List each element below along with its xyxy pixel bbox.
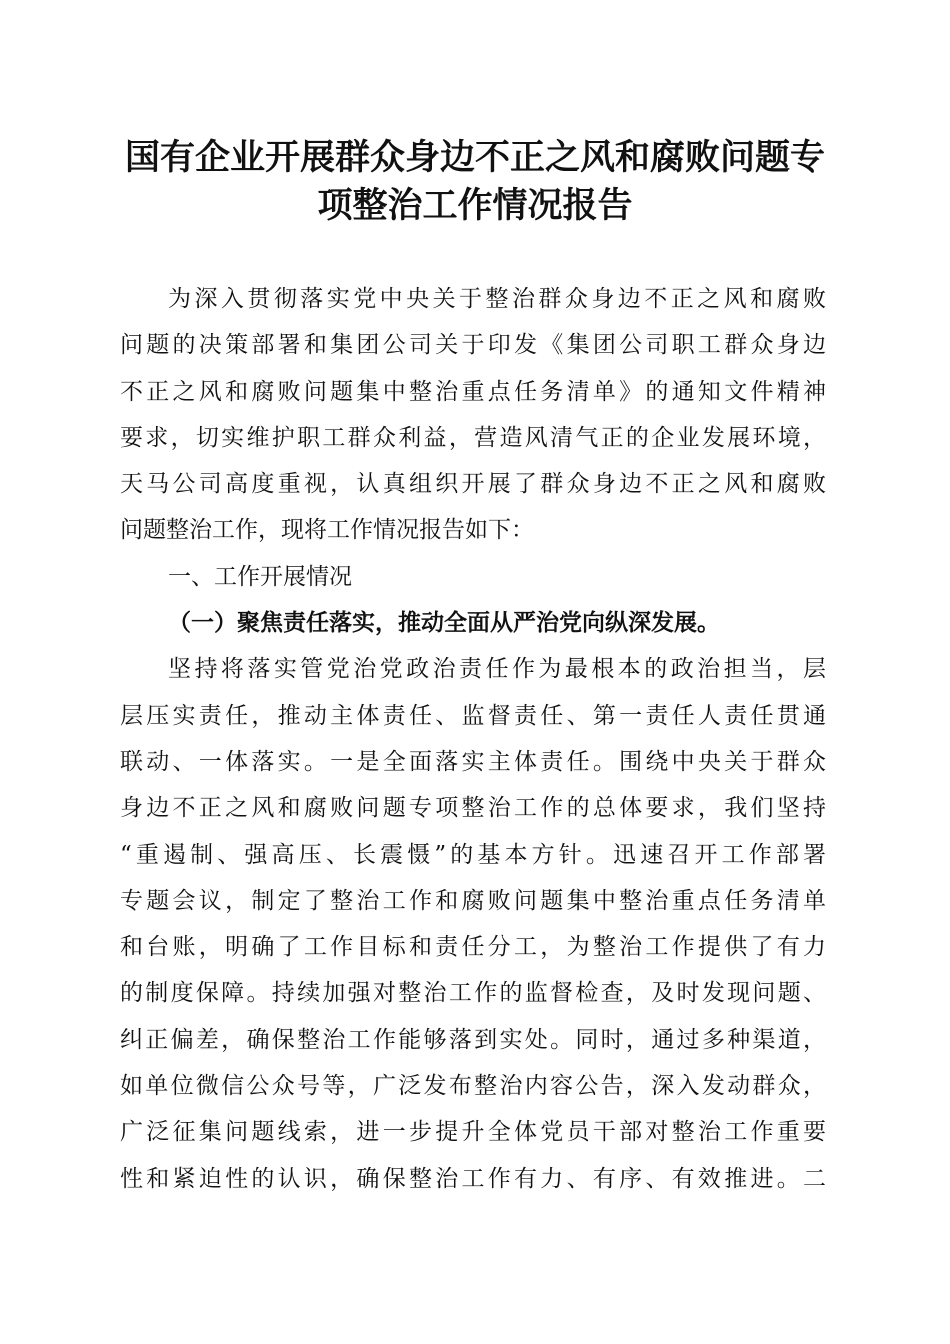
- intro-line-3: 不正之风和腐败问题集中整治重点任务清单》的通知文件精神: [120, 378, 826, 405]
- section-line-10: 如单位微信公众号等，广泛发布整治内容公告，深入发动群众，: [120, 1073, 826, 1100]
- subsection-heading-1-1: （一）聚焦责任落实，推动全面从严治党向纵深发展。: [168, 609, 720, 637]
- section-line-4: 身边不正之风和腐败问题专项整治工作的总体要求，我们坚持: [120, 795, 826, 822]
- intro-line-6: 问题整治工作，现将工作情况报告如下：: [120, 517, 534, 544]
- section-line-9: 纠正偏差，确保整治工作能够落到实处。同时，通过多种渠道，: [120, 1026, 826, 1053]
- section-line-3: 联动、一体落实。一是全面落实主体责任。围绕中央关于群众: [120, 748, 826, 775]
- document-body: [120, 276, 826, 1202]
- section-line-6: 专题会议，制定了整治工作和腐败问题集中整治重点任务清单: [120, 887, 826, 914]
- section-line-12: 性和紧迫性的认识，确保整治工作有力、有序、有效推进。二: [120, 1165, 826, 1192]
- document-title: [100, 134, 850, 230]
- section-line-2: 层压实责任，推动主体责任、监督责任、第一责任人责任贯通: [120, 702, 826, 729]
- intro-line-5: 天马公司高度重视，认真组织开展了群众身边不正之风和腐败: [120, 471, 826, 498]
- title-line-2: 项整治工作情况报告: [317, 185, 633, 226]
- section-line-11: 广泛征集问题线索，进一步提升全体党员干部对整治工作重要: [120, 1119, 826, 1146]
- section-line-7: 和台账，明确了工作目标和责任分工，为整治工作提供了有力: [120, 934, 826, 961]
- section-heading-1: 一、工作开展情况: [168, 563, 352, 590]
- section-line-5: “重遏制、强高压、长震慑”的基本方针。迅速召开工作部署: [120, 841, 826, 868]
- section-line-1: 坚持将落实管党治党政治责任作为最根本的政治担当，层: [168, 656, 826, 683]
- title-line-1: 国有企业开展群众身边不正之风和腐败问题专: [124, 137, 825, 178]
- intro-line-2: 问题的决策部署和集团公司关于印发《集团公司职工群众身边: [120, 332, 826, 359]
- intro-line-1: 为深入贯彻落实党中央关于整治群众身边不正之风和腐败: [168, 286, 826, 312]
- section-line-8: 的制度保障。持续加强对整治工作的监督检查，及时发现问题、: [120, 980, 826, 1007]
- intro-line-4: 要求，切实维护职工群众利益，营造风清气正的企业发展环境，: [120, 424, 826, 451]
